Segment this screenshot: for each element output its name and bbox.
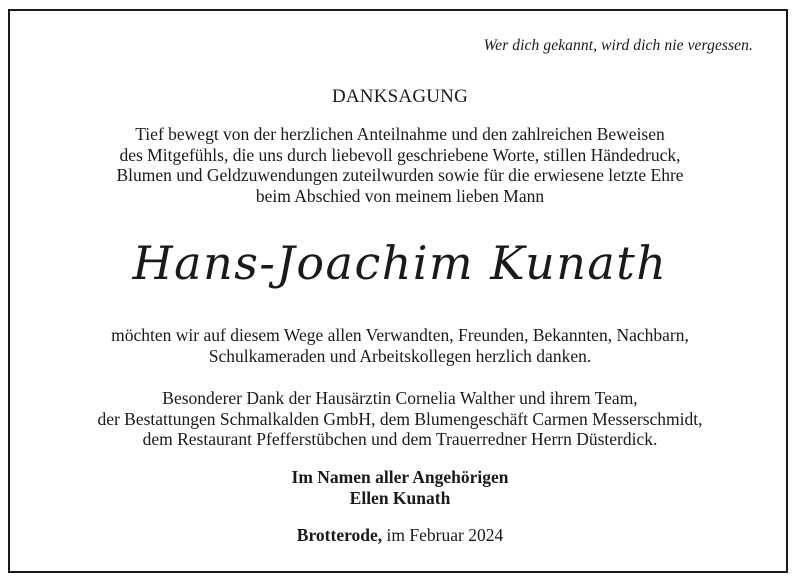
intro-line: Blumen und Geldzuwendungen zuteilwurden sowie für die erwiesene letzte Ehre bbox=[116, 165, 684, 185]
special-thanks-line: der Bestattungen Schmalkalden GmbH, dem Blumengeschäft Carmen Messerschmidt, bbox=[97, 408, 703, 429]
intro-line: beim Abschied von meinem lieben Mann bbox=[255, 185, 545, 206]
special-thanks-line: dem Restaurant Pfefferstübchen und dem Trauerredner Herrn Düsterdick. bbox=[142, 429, 658, 449]
date-text: im Februar 2024 bbox=[386, 525, 504, 545]
motto-quote: Wer dich gekannt, wird dich nie vergessen. bbox=[483, 37, 753, 54]
special-thanks-paragraph bbox=[0, 388, 800, 450]
signature-line-2: Ellen Kunath bbox=[349, 487, 451, 508]
signature-line-1: Im Namen aller Angehörigen bbox=[291, 467, 509, 487]
thanks-paragraph bbox=[0, 325, 800, 366]
place-name: Brotterode, bbox=[296, 525, 383, 545]
signature-block bbox=[0, 467, 800, 508]
thanks-line: möchten wir auf diesem Wege allen Verwandten, Freunden, Bekannten, Nachbarn, bbox=[111, 325, 689, 345]
thanks-line: Schulkameraden und Arbeitskollegen herzlich danken. bbox=[208, 345, 592, 366]
deceased-name: Hans-Joachim Kunath bbox=[132, 236, 668, 290]
intro-line: des Mitgefühls, die uns durch liebevoll geschriebene Worte, stillen Händedruck, bbox=[119, 144, 681, 165]
place-date-line bbox=[0, 525, 800, 546]
intro-paragraph bbox=[0, 124, 800, 206]
intro-line: Tief bewegt von der herzlichen Anteilnahme und den zahlreichen Beweisen bbox=[135, 124, 665, 144]
special-thanks-line: Besonderer Dank der Hausärztin Cornelia Walther und ihrem Team, bbox=[162, 388, 638, 408]
notice-heading: DANKSAGUNG bbox=[331, 86, 469, 107]
